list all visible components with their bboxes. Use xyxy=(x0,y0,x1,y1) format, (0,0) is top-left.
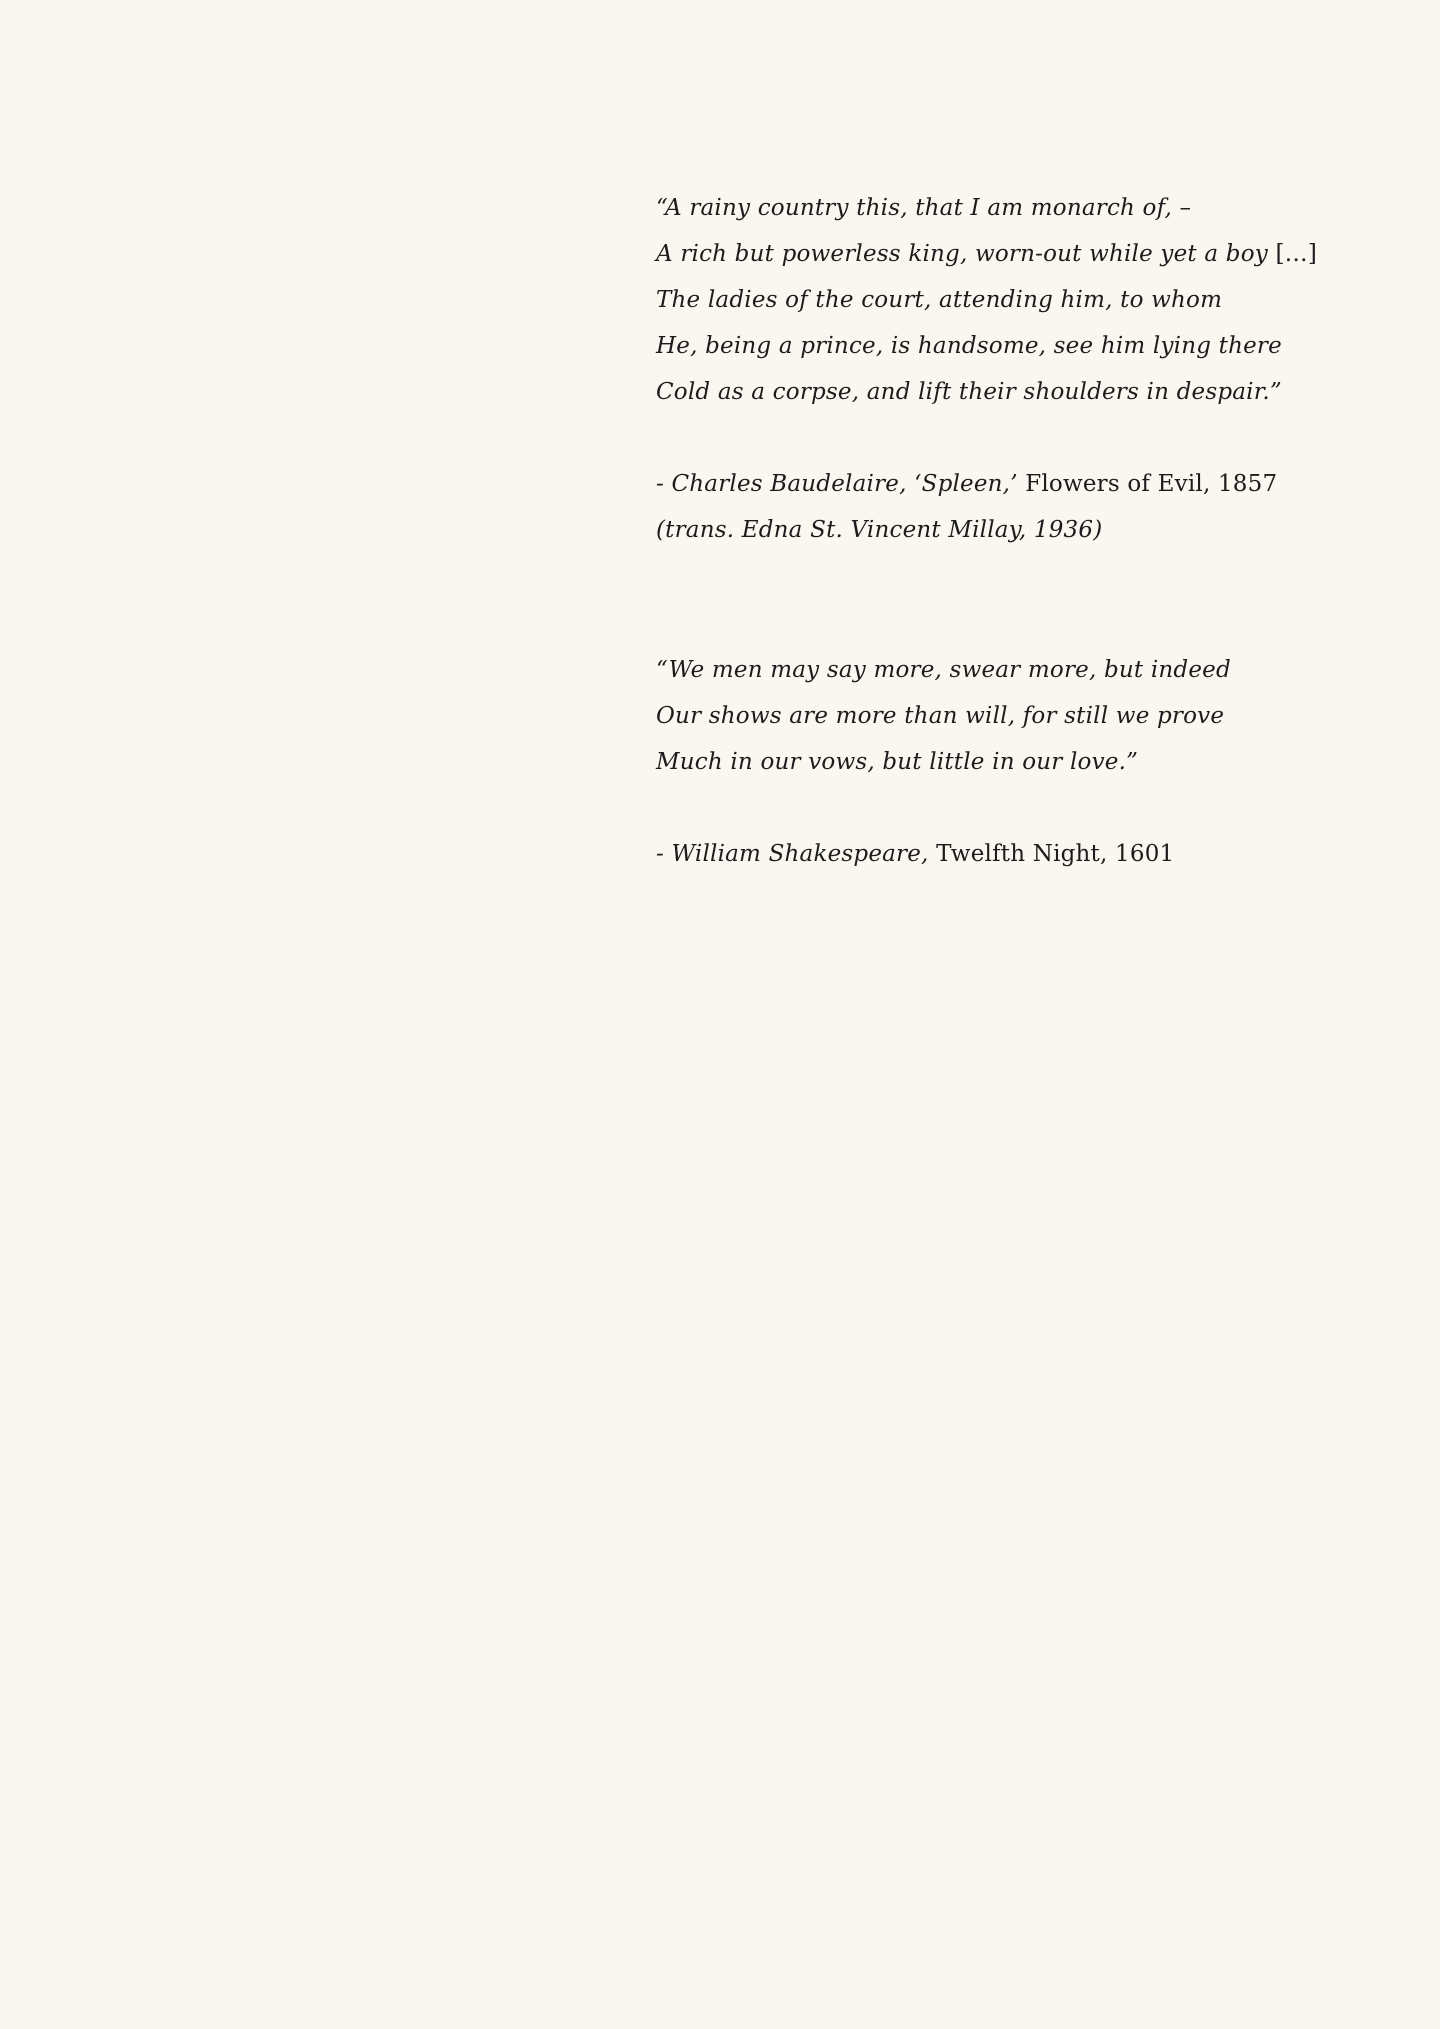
quote-line: Much in our vows, but little in our love.” xyxy=(656,749,1139,775)
attribution xyxy=(656,831,1396,877)
quote-line: The ladies of the court, attending him, to whom xyxy=(656,287,1223,313)
attribution-author: - Charles Baudelaire, ‘Spleen,’ xyxy=(656,471,1018,497)
omission-ellipsis: […] xyxy=(1267,241,1318,267)
quote-line: He, being a prince, is handsome, see him lying there xyxy=(656,333,1282,359)
attribution-work: Flowers of Evil, 1857 xyxy=(1017,471,1278,497)
baudelaire-quote xyxy=(656,185,1396,553)
attribution-author: - William Shakespeare, xyxy=(656,841,929,867)
attribution-work: Twelfth Night, 1601 xyxy=(928,841,1175,867)
quote-line-text: A rich but powerless king, worn-out while yet a boy xyxy=(656,241,1268,267)
spacer xyxy=(656,415,1396,461)
quote-line: Our shows are more than will, for still we prove xyxy=(656,703,1225,729)
spacer xyxy=(656,785,1396,831)
translation-credit: (trans. Edna St. Vincent Millay, 1936) xyxy=(656,517,1103,543)
quote-line xyxy=(656,231,1396,277)
attribution xyxy=(656,461,1396,507)
quote-line: “We men may say more, swear more, but indeed xyxy=(656,657,1231,683)
quote-line: Cold as a corpse, and lift their shoulders in despair.” xyxy=(656,379,1282,405)
quote-line: “A rainy country this, that I am monarch of, – xyxy=(656,195,1192,221)
shakespeare-quote xyxy=(656,647,1396,877)
